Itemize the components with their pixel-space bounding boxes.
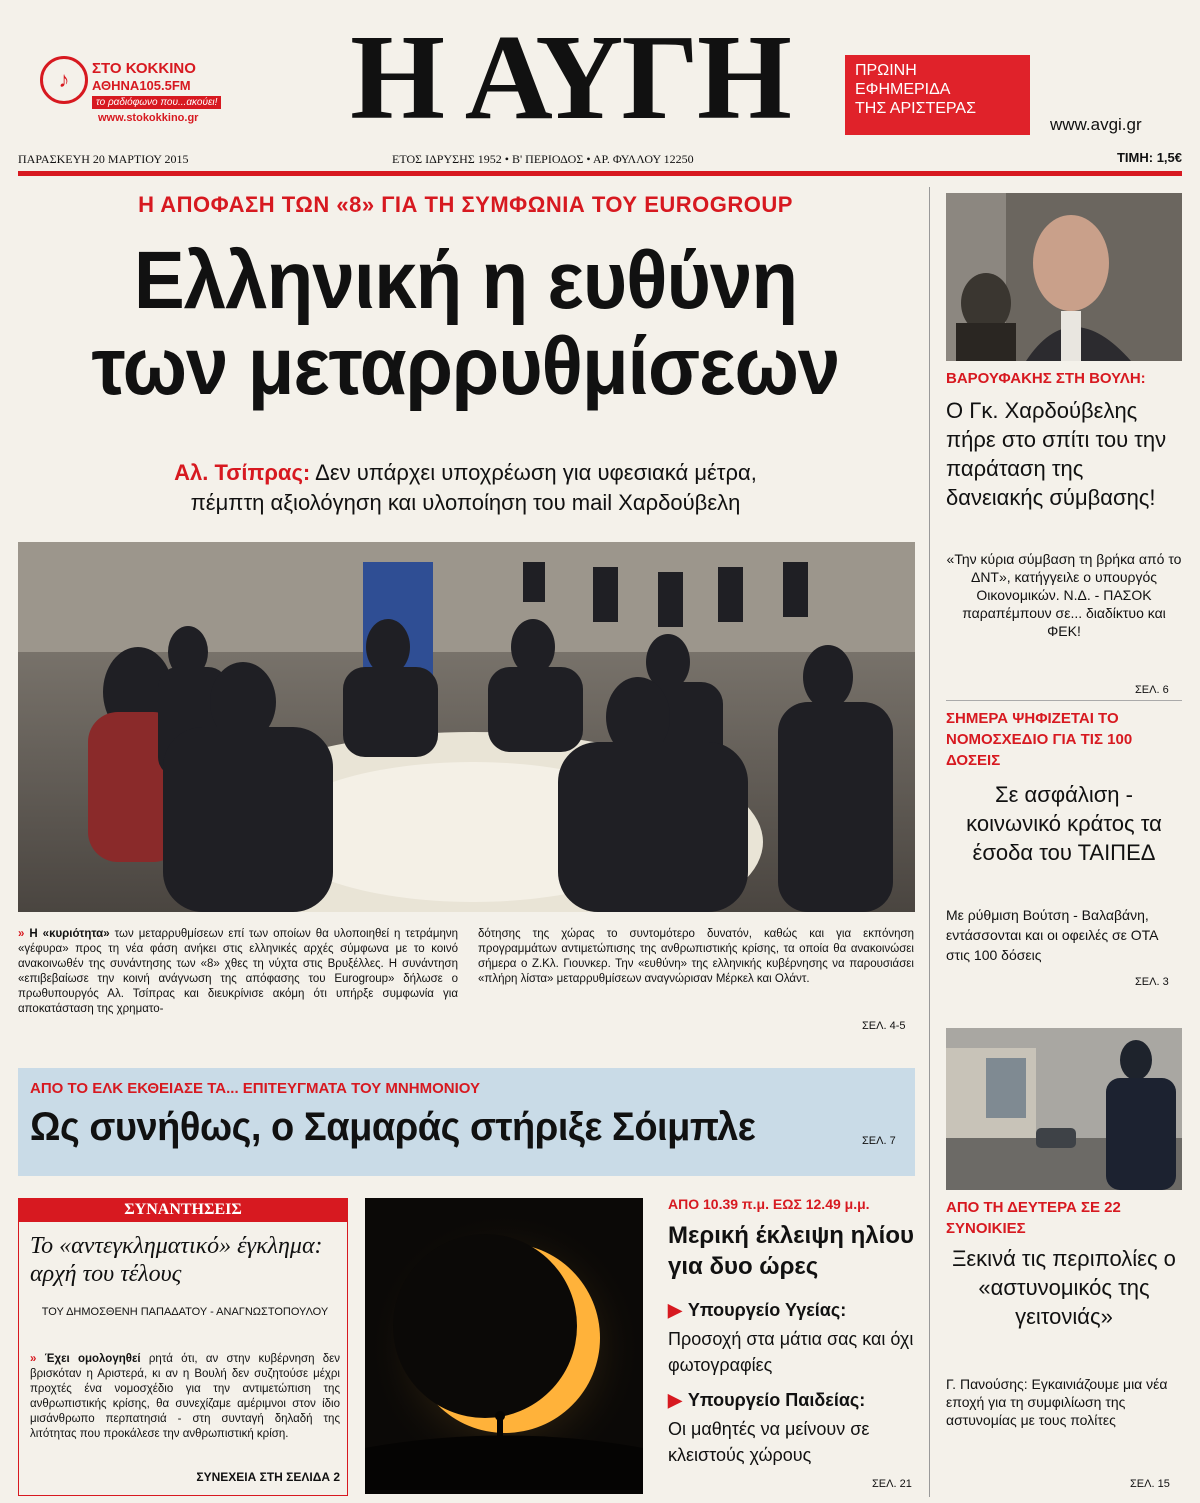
lead-subhead-line-1: Δεν υπάρχει υποχρέωση για υφεσιακά μέτρα, [315, 460, 757, 485]
synantiseis-author: ΤΟΥ ΔΗΜΟΣΘΕΝΗ ΠΑΠΑΔΑΤΟΥ - ΑΝΑΓΝΩΣΤΟΠΟΥΛΟΥ [41, 1306, 329, 1318]
synantiseis-lead-word: Έχει ομολογηθεί [44, 1353, 141, 1365]
right-story-3-body: Γ. Πανούσης: Εγκαινιάζουμε μια νέα εποχή για τη συμφιλίωση της αστυνομίας με τους πολίτες [946, 1376, 1168, 1428]
radio-name: ΣΤΟ ΚΟΚΚΙΝΟ [92, 60, 196, 77]
tagline-box [845, 55, 1030, 135]
right-story-1-headline[interactable]: Ο Γκ. Χαρδούβελης πήρε στο σπίτι του την παράταση της δανειακής σύμβασης! [946, 398, 1167, 510]
samaras-page-ref[interactable]: ΣΕΛ. 7 [862, 1135, 896, 1147]
column-divider [929, 187, 930, 1497]
lead-body-col-1 [18, 927, 458, 1017]
tagline-line-2: ΕΦΗΜΕΡΙΔΑ [855, 81, 951, 98]
lead-headline-line-2: των μεταρρυθμίσεων [91, 321, 840, 412]
eclipse-headline[interactable]: Μερική έκλειψη ηλίου για δυο ώρες [668, 1222, 914, 1280]
lead-bullet-icon: » [18, 928, 30, 940]
eclipse-item-health-label: Υπουργείο Υγείας: [687, 1300, 847, 1320]
issue-info: ΕΤΟΣ ΙΔΡΥΣΗΣ 1952 • Β' ΠΕΡΙΟΔΟΣ • ΑΡ. ΦΥΛΛΟΥ 12250 [392, 152, 694, 166]
samaras-kicker: ΑΠΟ ΤΟ ΕΛΚ ΕΚΘΕΙΑΣΕ ΤΑ... ΕΠΙΤΕΥΓΜΑΤΑ ΤΟΥ ΜΝΗΜΟΝΙΟΥ [30, 1080, 480, 1097]
tagline-line-1: ΠΡΩΙΝΗ [855, 62, 917, 79]
right-story-2-page-ref[interactable]: ΣΕΛ. 3 [1135, 976, 1169, 988]
eclipse-kicker: ΑΠΟ 10.39 π.μ. ΕΩΣ 12.49 μ.μ. [668, 1196, 870, 1212]
eclipse-item-health-head [668, 1300, 846, 1321]
right-story-1-page-ref[interactable]: ΣΕΛ. 6 [1135, 684, 1169, 696]
issue-price: ΤΙΜΗ: 1,5€ [1116, 150, 1182, 165]
eclipse-page-ref[interactable]: ΣΕΛ. 21 [872, 1478, 912, 1490]
synantiseis-bullet-icon: » [30, 1353, 45, 1365]
chardouvelis-illustration [946, 193, 1182, 361]
lead-subhead [18, 458, 913, 518]
police-illustration [946, 1028, 1182, 1190]
synantiseis-label: ΣΥΝΑΝΤΗΣΕΙΣ [18, 1198, 348, 1222]
eclipse-item-education-head [668, 1390, 865, 1411]
synantiseis-body [30, 1352, 340, 1442]
eclipse-item-education-body: Οι μαθητές να μείνουν σε κλειστούς χώρους [668, 1419, 870, 1465]
synantiseis-continued[interactable]: ΣΥΝΕΧΕΙΑ ΣΤΗ ΣΕΛΙΔΑ 2 [196, 1470, 340, 1484]
right-story-1-body: «Την κύρια σύμβαση τη βρήκα από το ΔΝΤ», κατήγγειλε ο υπουργός Οικονομικών. Ν.Δ. - ΠΑΣΟΚ παραπέμπουν σε... διαδίκτυο και ΦΕΚ! [946, 551, 1182, 639]
right-story-3-page-ref[interactable]: ΣΕΛ. 15 [1130, 1478, 1170, 1490]
lead-body-text-1: των μεταρρυθμίσεων επί των οποίων θα υλοποιηθεί η τετράμηνη «γέφυρα» προς τη νέα φάση ανήκει στις ελληνικές αρχές σύμφωνα με το κοινό ανακοινωθέν της συνάντησης των «8» χθες τη νύχτα στις Βρυξέλλες. Η συνάντηση «επιβεβαίωσε την κοινή ανάγνωση της απόφασης του Eurogroup» δήλωσε ο πρωθυπουργός Αλ. Τσίπρας και διευκρίνισε ακόμη ότι υπήρξε συμφωνία για αποκατάσταση της χρηματο- [18, 928, 458, 1015]
masthead-divider [18, 171, 1182, 176]
right-story-2-body: Με ρύθμιση Βούτση - Βαλαβάνη, εντάσσονται και οι οφειλές σε ΟΤΑ στις 100 δόσεις [946, 907, 1158, 963]
triangle-bullet-icon: ▶ [668, 1300, 682, 1320]
radio-mic-icon: ♪ [40, 56, 88, 104]
lead-page-ref[interactable]: ΣΕΛ. 4-5 [862, 1020, 906, 1032]
lead-headline[interactable] [49, 235, 881, 412]
website-link[interactable]: www.avgi.gr [1050, 115, 1142, 134]
synantiseis-headline[interactable]: Το «αντεγκληματικό» έγκλημα: αρχή του τέλους [30, 1233, 323, 1287]
eclipse-item-health-body: Προσοχή στα μάτια σας και όχι φωτογραφίες [668, 1329, 914, 1375]
radio-logo[interactable] [40, 50, 220, 130]
samaras-headline[interactable]: Ως συνήθως, ο Σαμαράς στήριξε Σόιμπλε [30, 1105, 756, 1149]
eclipse-photo[interactable] [365, 1198, 643, 1494]
lead-body-col-2: δότησης της χώρας το συντομότερο δυνατόν, καθώς και για εκπόνηση προγραμμάτων αντιμετώπισης της ανθρωπιστικής κρίσης, τα οποία θα ανακοινώσει σήμερα ο Ζ.Κλ. Γιουνκερ. Την «ευθύνη» της ελληνικής κυβέρνησης να παρουσιάσει «πλήρη λίστα» μεταρρυθμίσεων αναγνώρισαν Μέρκελ και Ολάντ. [478, 928, 914, 985]
issue-date: ΠΑΡΑΣΚΕΥΗ 20 ΜΑΡΤΙΟΥ 2015 [18, 152, 189, 166]
lead-body-lead-word: Η «κυριότητα» [29, 928, 110, 940]
lead-subhead-name: Αλ. Τσίπρας: [174, 460, 311, 485]
summit-meeting-photo[interactable] [18, 542, 915, 912]
tagline-line-3: ΤΗΣ ΑΡΙΣΤΕΡΑΣ [855, 100, 976, 117]
radio-url[interactable]: www.stokokkino.gr [98, 112, 199, 124]
radio-frequency: ΑΘΗΝΑ105.5FM [92, 78, 191, 93]
eclipse-item-education-label: Υπουργείο Παιδείας: [687, 1390, 866, 1410]
lead-kicker: Η ΑΠΟΦΑΣΗ ΤΩΝ «8» ΓΙΑ ΤΗ ΣΥΜΦΩΝΙΑ ΤΟΥ EUROGROUP [138, 192, 793, 217]
right-story-1-kicker: ΒΑΡΟΥΦΑΚΗΣ ΣΤΗ ΒΟΥΛΗ: [946, 370, 1146, 387]
right-story-2-kicker: ΣΗΜΕΡΑ ΨΗΦΙΖΕΤΑΙ ΤΟ ΝΟΜΟΣΧΕΔΙΟ ΓΙΑ ΤΙΣ 100 ΔΟΣΕΙΣ [946, 710, 1133, 769]
lead-headline-line-1: Ελληνική η ευθύνη [133, 235, 798, 326]
right-divider-1 [946, 700, 1182, 701]
lead-subhead-line-2: πέμπτη αξιολόγηση και υλοποίηση του mail Χαρδούβελη [190, 490, 741, 515]
chardouvelis-photo[interactable] [946, 193, 1182, 361]
triangle-bullet-icon: ▶ [668, 1390, 682, 1410]
right-story-3-headline[interactable]: Ξεκινά τις περιπολίες ο «αστυνομικός της γειτονιάς» [952, 1246, 1176, 1329]
synantiseis-body-text: ρητά ότι, αν στην κυβέρνηση δεν βρισκόταν η Αριστερά, κι αν η Βουλή δεν συζητούσε μέχρι προχτές ένα νομοσχέδιο για την αντιμετώπιση της ανθρωπιστικής κρίσης, θα συνεχίζαμε αμέριμνοι στον ίδιο μισάνθρωπο περπατησιά - στη συνταγή δηλαδή της λιτότητας που προκάλεσε την ανθρωπιστική κρίση. [30, 1353, 340, 1440]
eclipse-illustration [365, 1198, 643, 1494]
summit-photo-illustration [18, 542, 915, 912]
police-officer-photo[interactable] [946, 1028, 1182, 1190]
newspaper-title: Η ΑΥΓΗ [350, 10, 790, 145]
radio-slogan: το ραδιόφωνο που...ακούει! [92, 96, 221, 109]
right-story-3-kicker: ΑΠΟ ΤΗ ΔΕΥΤΕΡΑ ΣΕ 22 ΣΥΝΟΙΚΙΕΣ [946, 1199, 1121, 1237]
right-story-2-headline[interactable]: Σε ασφάλιση - κοινωνικό κράτος τα έσοδα του ΤΑΙΠΕΔ [966, 782, 1162, 865]
